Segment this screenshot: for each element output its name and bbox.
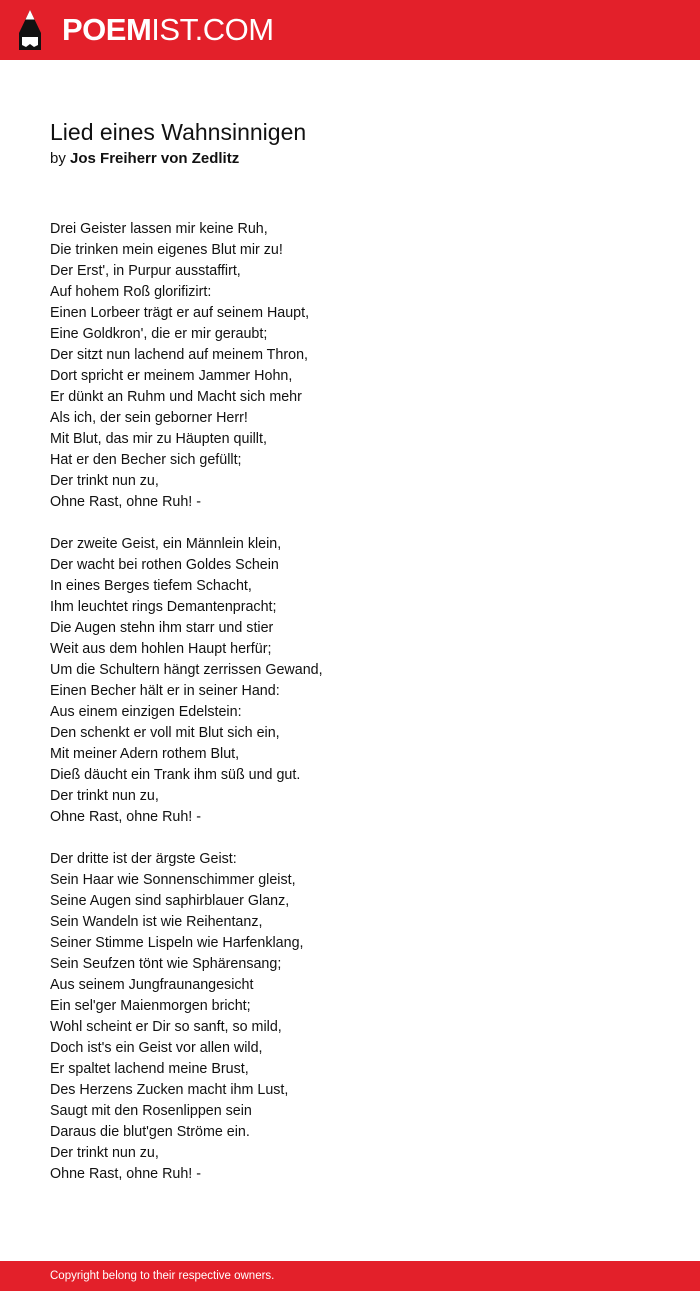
by-label: by bbox=[50, 150, 66, 167]
poem-line: In eines Berges tiefem Schacht, bbox=[50, 578, 252, 594]
poem-line: Mit Blut, das mir zu Häupten quillt, bbox=[50, 431, 267, 447]
poem-line: Dort spricht er meinem Jammer Hohn, bbox=[50, 368, 293, 384]
poem-author: Jos Freiherr von Zedlitz bbox=[70, 150, 240, 167]
site-logo[interactable] bbox=[62, 12, 274, 48]
poem-line: Um die Schultern hängt zerrissen Gewand, bbox=[50, 662, 323, 678]
poem-stanza bbox=[50, 849, 670, 1185]
poem-line: Den schenkt er voll mit Blut sich ein, bbox=[50, 725, 280, 741]
poem-line: Er dünkt an Ruhm und Macht sich mehr bbox=[50, 389, 302, 405]
poem-line: Seine Augen sind saphirblauer Glanz, bbox=[50, 893, 290, 909]
poem-line: Der sitzt nun lachend auf meinem Thron, bbox=[50, 347, 309, 363]
poem-byline bbox=[50, 148, 239, 170]
poem-line: Als ich, der sein geborner Herr! bbox=[50, 410, 248, 426]
poem-stanza bbox=[50, 534, 670, 828]
poem-line: Dieß däucht ein Trank ihm süß und gut. bbox=[50, 767, 301, 783]
site-header bbox=[0, 0, 700, 60]
poem-line: Sein Seufzen tönt wie Sphärensang; bbox=[50, 956, 282, 972]
poem-line: Mit meiner Adern rothem Blut, bbox=[50, 746, 240, 762]
poem-stanza bbox=[50, 219, 670, 513]
poem-line: Sein Haar wie Sonnenschimmer gleist, bbox=[50, 872, 296, 888]
poem-line: Aus einem einzigen Edelstein: bbox=[50, 704, 242, 720]
poem-title: Lied eines Wahnsinnigen bbox=[50, 119, 307, 145]
poem-line: Der trinkt nun zu, bbox=[50, 1145, 159, 1161]
poem-line: Der dritte ist der ärgste Geist: bbox=[50, 851, 237, 867]
poem-line: Saugt mit den Rosenlippen sein bbox=[50, 1103, 252, 1119]
pencil-logo-icon[interactable] bbox=[17, 9, 43, 51]
poem-line: Der Erst', in Purpur ausstaffirt, bbox=[50, 263, 241, 279]
poem-line: Einen Becher hält er in seiner Hand: bbox=[50, 683, 280, 699]
poem-line: Sein Wandeln ist wie Reihentanz, bbox=[50, 914, 263, 930]
poem-line: Der trinkt nun zu, bbox=[50, 788, 159, 804]
logo-light-text: IST.COM bbox=[151, 12, 274, 47]
poem-line: Drei Geister lassen mir keine Ruh, bbox=[50, 221, 268, 237]
poem-line: Weit aus dem hohlen Haupt herfür; bbox=[50, 641, 272, 657]
site-footer bbox=[0, 1261, 700, 1291]
poem-line: Der zweite Geist, ein Männlein klein, bbox=[50, 536, 282, 552]
poem-line: Er spaltet lachend meine Brust, bbox=[50, 1061, 249, 1077]
poem-line: Ohne Rast, ohne Ruh! - bbox=[50, 809, 201, 825]
poem-line: Ohne Rast, ohne Ruh! - bbox=[50, 494, 201, 510]
poem-line: Doch ist's ein Geist vor allen wild, bbox=[50, 1040, 263, 1056]
poem-line: Des Herzens Zucken macht ihm Lust, bbox=[50, 1082, 289, 1098]
poem-line: Auf hohem Roß glorifizirt: bbox=[50, 284, 212, 300]
poem-line: Eine Goldkron', die er mir geraubt; bbox=[50, 326, 268, 342]
poem-line: Der trinkt nun zu, bbox=[50, 473, 159, 489]
poem-line: Die trinken mein eigenes Blut mir zu! bbox=[50, 242, 283, 258]
poem-line: Ein sel'ger Maienmorgen bricht; bbox=[50, 998, 251, 1014]
poem-line: Hat er den Becher sich gefüllt; bbox=[50, 452, 242, 468]
poem-line: Die Augen stehn ihm starr und stier bbox=[50, 620, 274, 636]
logo-bold-text: POEM bbox=[62, 12, 152, 47]
poem-line: Ohne Rast, ohne Ruh! - bbox=[50, 1166, 201, 1182]
poem-line: Ihm leuchtet rings Demantenpracht; bbox=[50, 599, 277, 615]
poem-line: Aus seinem Jungfraunangesicht bbox=[50, 977, 254, 993]
poem-line: Wohl scheint er Dir so sanft, so mild, bbox=[50, 1019, 282, 1035]
poem-line: Seiner Stimme Lispeln wie Harfenklang, bbox=[50, 935, 304, 951]
poem-line: Der wacht bei rothen Goldes Schein bbox=[50, 557, 279, 573]
poem-line: Einen Lorbeer trägt er auf seinem Haupt, bbox=[50, 305, 310, 321]
copyright-text: Copyright belong to their respective owners. bbox=[50, 1270, 275, 1282]
poem-line: Daraus die blut'gen Ströme ein. bbox=[50, 1124, 250, 1140]
poem-body bbox=[50, 219, 670, 1206]
